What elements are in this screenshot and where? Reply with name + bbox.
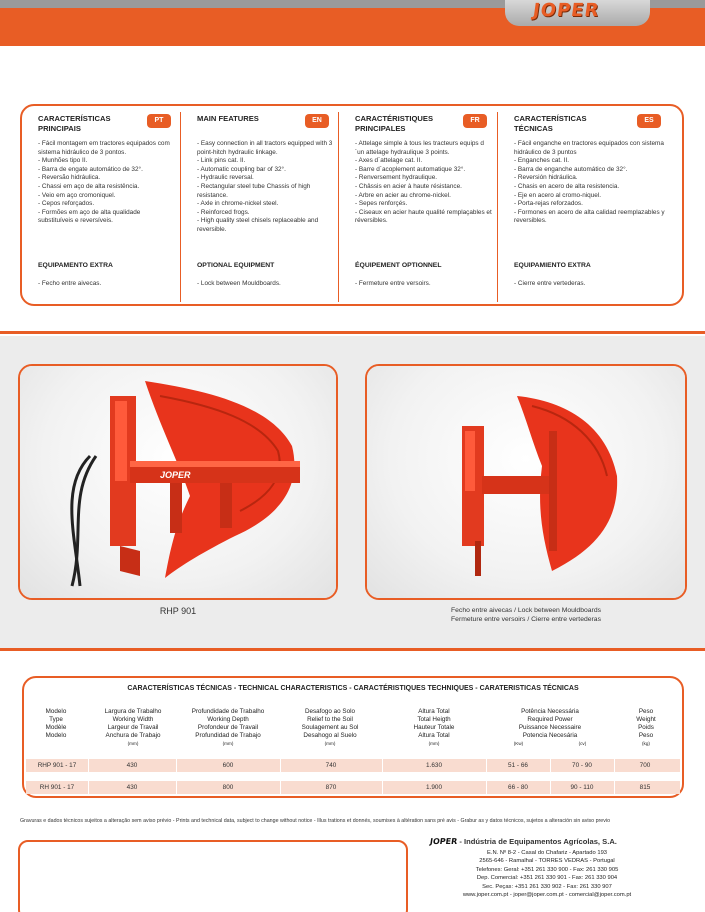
column-header-weight <box>616 708 676 748</box>
header-unit: (mm) <box>222 741 234 746</box>
brand-logo: JOPER <box>531 0 601 21</box>
section-divider <box>0 648 705 651</box>
features-column-en <box>180 112 337 302</box>
feature-item: - Formones en acero de alta calidad reemplazables y reversibles. <box>514 208 665 225</box>
header-line: Modelo <box>45 708 67 715</box>
column-header-required-power <box>486 708 614 748</box>
feature-item: - Cepos reforçados. <box>38 200 95 208</box>
feature-item: - Barre d´acoplement automatique 32°. <box>355 165 466 173</box>
footer-phone-line: Sec. Peças: +351 261 330 902 - Fax: 261 330 907 <box>482 883 612 890</box>
cell-power-cv: 70 - 90 <box>572 762 592 769</box>
header-unit-kw: (Kw) <box>513 741 524 746</box>
column-header-total-height <box>384 708 484 748</box>
extra-equipment-title: OPTIONAL EQUIPMENT <box>197 262 275 269</box>
header-line: Modelo <box>45 732 67 739</box>
cell-weight: 815 <box>639 784 651 791</box>
feature-item: - Chasis en acero de alta resistencia. <box>514 182 620 190</box>
header-line: Puissance Necessaire <box>518 724 582 731</box>
section-divider <box>0 331 705 334</box>
extra-equipment-item: - Fecho entre aivecas. <box>38 280 102 287</box>
header-unit: (kg) <box>642 741 650 746</box>
extra-equipment-title: EQUIPAMENTO EXTRA <box>38 262 113 269</box>
footer-contact <box>418 849 676 899</box>
header-unit: (mm) <box>324 741 336 746</box>
header-line: Type <box>49 716 63 723</box>
column-header-working-width <box>88 708 178 748</box>
language-badge-fr: FR <box>463 114 487 128</box>
language-badge-pt: PT <box>147 114 171 128</box>
specifications-title: CARACTERÍSTICAS TÉCNICAS - TECHNICAL CHARACTERISTICS - CARACTÉRISTIQUES TECHNIQUES - CARATERISTICAS TÉCNICAS <box>127 685 579 692</box>
column-header-model <box>26 708 86 740</box>
footer-company-name: - Indústria de Equipamentos Agrícolas, S.A. <box>459 837 617 846</box>
header-line: Poids <box>638 724 654 731</box>
column-header-working-depth <box>178 708 278 748</box>
features-title: CARACTERÍSTICAS PRINCIPAIS <box>38 114 111 133</box>
cell-height: 1.900 <box>426 784 442 791</box>
extra-equipment-title: EQUIPAMIENTO EXTRA <box>514 262 591 269</box>
feature-item: - Axle in chrome-nickel steel. <box>197 200 279 208</box>
header-line: Altura Total <box>418 732 450 739</box>
photo-plough-lock <box>365 364 687 600</box>
cell-working-depth: 800 <box>222 784 234 791</box>
cell-relief: 870 <box>325 784 337 791</box>
features-title: CARACTÉRISTIQUES PRINCIPALES <box>355 114 434 133</box>
plough-illustration <box>20 366 338 600</box>
feature-item: - Eje en acero al cromo-niquel. <box>514 191 602 199</box>
photo-plough-rhp901 <box>18 364 338 600</box>
feature-item: - High quality steel chisels replaceable and reversible. <box>197 217 319 233</box>
feature-item: - Formões em aço de alta qualidade substituíveis e reversíveis. <box>38 208 141 225</box>
header-line: Desafogo ao Solo <box>304 708 356 715</box>
feature-item: - Arbre en acier au chrome-nickel. <box>355 191 451 199</box>
cell-working-width: 430 <box>126 762 138 769</box>
header-line: Working Depth <box>207 716 249 723</box>
plough-lock-illustration <box>367 366 687 600</box>
feature-item: - Châssis en acier à haute résistance. <box>355 182 462 190</box>
cell-working-width: 430 <box>126 784 138 791</box>
header-line: Relief to the Soil <box>307 716 353 723</box>
header-line: Working Width <box>112 716 154 723</box>
feature-item: - Renversement hydraulique. <box>355 174 438 182</box>
header-line: Profondeur de Travail <box>197 724 259 731</box>
feature-item: - Sepes renforçés. <box>355 200 408 208</box>
photo-caption-rhp901: RHP 901 <box>159 606 197 616</box>
footer-company <box>430 837 617 846</box>
column-header-relief <box>280 708 380 748</box>
header-line: Potência Necessária <box>521 708 579 715</box>
header-line: Total Heigth <box>417 716 451 723</box>
feature-item: - Easy connection in all tractors equipped with 3 point-hitch hydraulic linkage. <box>197 140 333 156</box>
features-list <box>514 140 674 226</box>
language-badge-es: ES <box>637 114 661 128</box>
feature-item: - Enganches cat. II. <box>514 157 570 165</box>
header-line: Anchura de Trabajo <box>105 732 161 739</box>
feature-item: - Reinforced frogs. <box>197 208 250 216</box>
header-line: Largura de Trabalho <box>104 708 162 715</box>
feature-item: - Fácil montagem em tractores equipados com sistema hidráulico de 3 pontos. <box>38 140 170 156</box>
feature-item: - Axes d´attelage cat. II. <box>355 157 423 165</box>
footer-address-line: 2565-646 - Ramalhal - TORRES VEDRAS - Portugal <box>479 858 615 865</box>
feature-item: - Fácil enganche en tractores equipados con sistema hidráulico de 3 puntos <box>514 140 664 156</box>
feature-item: - Reversión hidráulica. <box>514 174 578 182</box>
header-line: Weight <box>636 716 656 723</box>
header-line: Peso <box>638 708 654 715</box>
header-line: Altura Total <box>418 708 450 715</box>
cell-model: RH 901 - 17 <box>39 784 75 791</box>
features-list <box>197 140 335 235</box>
feature-item: - Ciseaux en acier haute qualité remplaçables et réversibles. <box>355 208 492 225</box>
features-list <box>355 140 493 226</box>
cell-power-kw: 66 - 80 <box>508 784 528 791</box>
header-unit-cv: (cv) <box>578 741 587 746</box>
header-line: Hauteur Totale <box>413 724 455 731</box>
cell-relief: 740 <box>325 762 337 769</box>
feature-item: - Barra de enganche automático de 32°. <box>514 165 628 173</box>
header-line: Largeur de Travail <box>107 724 159 731</box>
plough-brand-label: JOPER <box>160 470 191 480</box>
header-line: Profundidad de Trabajo <box>195 732 261 739</box>
header-line: Potencia Necesária <box>522 732 578 739</box>
disclaimer-text: Gravuras e dados técnicos sujeitos a alteração sem aviso prévio - Prints and technical data, subject to change without notice - Illus trations et donnés, soumises à altération sans pré avis - Grabur as y datos técnicos, sujetos a alteración sin aviso previo <box>20 818 611 824</box>
cell-power-cv: 90 - 110 <box>570 784 594 791</box>
cell-height: 1.630 <box>426 762 442 769</box>
header-line: Soulagement au Sol <box>301 724 359 731</box>
cell-model: RHP 901 - 17 <box>37 762 77 769</box>
feature-item: - Munhões tipo II. <box>38 157 88 165</box>
footer-web-line: www.joper.com.pt - joper@joper.com.pt - comercial@joper.com.pt <box>462 892 632 899</box>
footer-box <box>18 840 408 912</box>
extra-equipment-item: - Lock between Mouldboards. <box>197 280 281 287</box>
footer-address-line: E.N. Nº 8-2 - Casal do Chafariz - Apartado 193 <box>486 850 608 856</box>
feature-item: - Chassi em aço de alta resistência. <box>38 182 140 190</box>
header-line: Peso <box>638 732 654 739</box>
cell-power-kw: 51 - 66 <box>508 762 528 769</box>
footer-brand-logo: JOPER <box>429 837 458 846</box>
cell-weight: 700 <box>639 762 651 769</box>
header-unit: (mm) <box>428 741 440 746</box>
feature-item: - Porta-rejas reforzados. <box>514 200 583 208</box>
header-line: Profundidade de Trabalho <box>191 708 265 715</box>
features-column-pt <box>22 112 179 302</box>
footer-phone-line: Dep. Comercial: +351 261 330 901 - Fax: 261 330 904 <box>476 875 618 882</box>
feature-item: - Attelage simple à tous les tracteurs equips d´un attelage hydraulique 3 points. <box>355 140 484 156</box>
header-line: Required Power <box>527 716 573 723</box>
feature-item: - Hydraulic reversal. <box>197 174 254 182</box>
feature-item: - Reversão hidráulica. <box>38 174 101 182</box>
header-line: Desahogo al Suelo <box>303 732 357 739</box>
features-title: MAIN FEATURES <box>197 114 259 123</box>
feature-item: - Rectangular steel tube Chassis of high resistance. <box>197 182 311 199</box>
extra-equipment-item: - Fermeture entre versoirs. <box>355 280 431 287</box>
feature-item: - Veio em aço cromoniquel. <box>38 191 116 199</box>
header-unit: (mm) <box>127 741 139 746</box>
feature-item: - Automatic coupling bar of 32°. <box>197 165 286 173</box>
feature-item: - Link pins cat. II. <box>197 157 246 165</box>
language-badge-en: EN <box>305 114 329 128</box>
caption-line-2: Fermeture entre versoirs / Cierre entre vertederas <box>451 616 601 623</box>
extra-equipment-title: ÉQUIPEMENT OPTIONNEL <box>355 262 442 269</box>
header-line: Modèle <box>45 724 67 731</box>
features-column-fr <box>338 112 495 302</box>
features-list <box>38 140 176 226</box>
photo-caption-lock <box>365 606 687 624</box>
cell-working-depth: 600 <box>222 762 234 769</box>
features-column-es <box>497 112 677 302</box>
caption-line-1: Fecho entre aivecas / Lock between Mouldboards <box>451 607 601 614</box>
header-units <box>486 740 614 748</box>
footer-phone-line: Telefones: Geral: +351 261 330 900 - Fax: 261 330 905 <box>475 866 619 873</box>
feature-item: - Barra de engate automático de 32°. <box>38 165 143 173</box>
features-title: CARACTERÍSTICAS TÉCNICAS <box>514 114 587 133</box>
extra-equipment-item: - Cierre entre vertederas. <box>514 280 586 287</box>
